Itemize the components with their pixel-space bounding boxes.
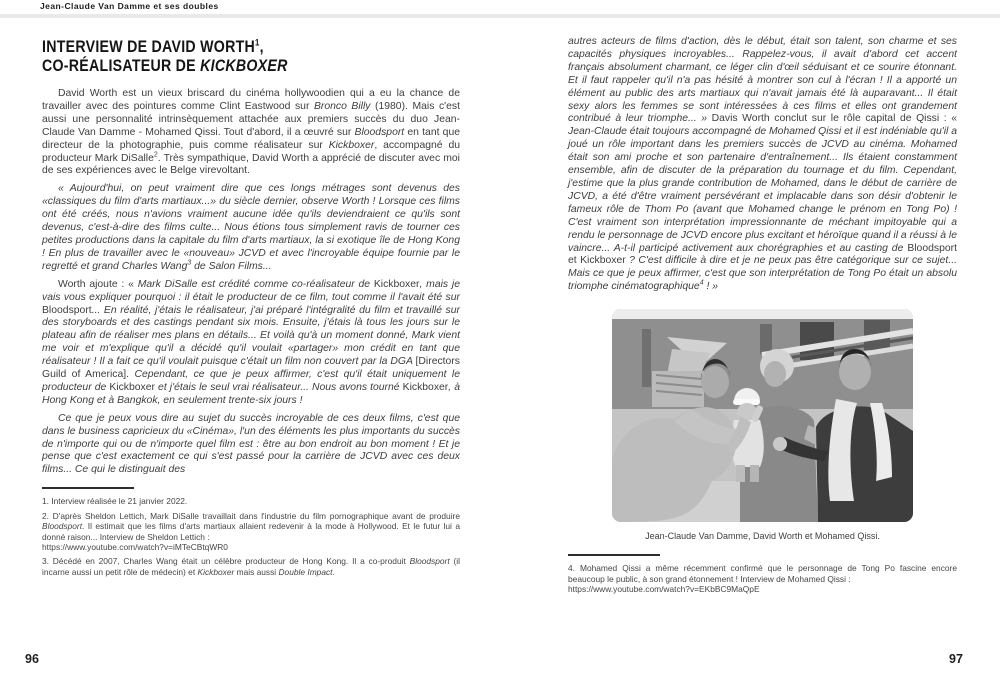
heading-line2: CO-RÉALISATEUR DE (42, 56, 201, 75)
paragraph: Worth ajoute : « Mark DiSalle est crédité comme co-réalisateur de Kickboxer, mais je vais vous expliquer pourquoi : il était le producteur de ce film, tout comme il l'avait été sur Bloodsport... En réalité, j'étais le réalisateur, j'ai préparé l'intégralité du film et travaillé sur des storyboards et des castings pendant six mois. Ensuite, j'étais là tous les jours sur le plateau afin de réaliser mes plans en détails... Et voilà qu'à un moment donné, Mark vient me voir et m'explique qu'il a décidé qu'il voulait «partager» mon crédit en tant que réalisateur ! Il a fait ce qu'il voulait puisque c'était un film non couvert par la DGA [Directors Guild of America]. Cependant, ce que je peux affirmer, c'est qu'il était uniquement le producteur de Kickboxer et j'étais le seul vrai réalisateur... Nous avons tourné Kickboxer, à Hong Kong et à Bangkok, en seulement trente-six jours ! (42, 278, 460, 406)
footnote: 1. Interview réalisée le 21 janvier 2022. (42, 496, 188, 507)
paragraph: « Aujourd'hui, on peut vraiment dire que ces longs métrages sont devenus des «classiques du film d'arts martiaux...» du siècle dernier, observe Worth ! Lorsque ces films ont été créés, nous n'avions vraiment aucune idée qu'ils deviendraient ce qu'ils sont devenus, c'est-à-dire des films culte... Nous étions tous simplement ravis de tourner ces petites productions dans la capitale du film d'arts martiaux, la si exotique île de Hong Kong ! En plus de travailler avec le «nouveau» JCVD et avec l'incroyable équipe fournie par le regretté et grand Charles Wang$^3$ de Salon Films... (42, 183, 460, 272)
footnote-divider (568, 554, 660, 556)
header-divider (0, 14, 1000, 18)
article-heading: INTERVIEW DE DAVID WORTH$^1$, CO-RÉALISATEUR DE KICKBOXER (42, 37, 288, 75)
paragraph: Ce que je peux vous dire au sujet du succès incroyable de ces deux films, c'est que dans le business capricieux du «Cinéma», l'un des éléments les plus importants du succès de n'importe qui ou de n'importe quel film est : être au bon endroit au bon moment ! Et je pense que c'est exactement ce qui s'est passé pour la carrière de JCVD avec ces deux films... Ce qui le distinguait des (42, 412, 460, 476)
footnote: 4. Mohamed Qissi a même récemment confirmé que le personnage de Tong Po fascine encore beaucoup le public, à son grand étonnement ! Interview de Mohamed Qissi : https://www.youtube.com/watch?v=EKbBC9MaQpE (568, 563, 957, 594)
paragraph: autres acteurs de films d'action, dès le début, était son talent, son charme et ses capacités physiques incroyables... Rappelez-vous, il avait d'abord cet accent français absolument charmant, ce léger clin d'œil séduisant et ce sourire étonnant. Et il faut rappeler qu'il n'a pas hésité à montrer son cul à l'écran ! Il a apporté un élément au public des arts martiaux qui n'avait jamais été là auparavant... Il était sexy alors les femmes se sont intéressées à ces films et elles ont grandement contribué à leur triomphe... » Davis Worth conclut sur le rôle capital de Qissi : « Jean-Claude était toujours accompagné de Mohamed Qissi et il est indéniable qu'il a joué un rôle important dans les premiers succès de JCVD au cinéma. Mohamed était son ami proche et son partenaire d'entraînement... Ils étaient constamment ensemble, afin de discuter de la préparation du tournage et du film. Cependant, j'estime que la plus grande contribution de Mohamed, dans le début de carrière de JCVD, a été d'être vraiment persévérant et implacable dans son désir d'obtenir le fameux rôle de Thom Po (avant que Mohamed change le prénom en Tong Po) ! C'est vraiment son interprétation impressionnante de méchant impitoyable qui a rendu le personnage de JCVD encore plus excitant et héroïque quand il a réussi à le vaincre... A-t-il participé activement aux chorégraphies et au casting de Bloodsport et Kickboxer ? C'est difficile à dire et je ne peux pas être catégorique sur ce sujet... Mais ce que je peux affirmer, c'est que son interprétation de Tong Po était un absolu triomphe cinématographique$^4$ ! » (568, 36, 957, 293)
heading-footnote-ref: 1 (255, 37, 260, 48)
left-page-body (42, 88, 460, 477)
paragraph: David Worth est un vieux briscard du cinéma hollywoodien qui a eu la chance de travailler avec des pointures comme Clint Eastwood sur Bronco Billy (1980). Mais c'est aussi une personnalité intrinsèquement attachée aux premiers succès du duo Jean-Claude Van Damme - Mohamed Qissi. Tout d'abord, il a œuvré sur Bloodsport en tant que directeur de la photographie, puis comme réalisateur sur Kickboxer, accompagné du producteur Mark DiSalle$^2$. Très sympathique, David Worth a apprécié de discuter avec moi de ses expériences avec le Belge virevoltant. (42, 88, 461, 177)
right-page (568, 36, 957, 598)
page-number-left: 96 (25, 652, 39, 666)
heading-line1: INTERVIEW DE DAVID WORTH (42, 38, 256, 56)
right-page-footnotes (568, 563, 957, 594)
page-number-right: 97 (949, 652, 963, 666)
photo-caption: Jean-Claude Van Damme, David Worth et Mohamed Qissi. (645, 531, 880, 542)
left-page-footnotes (42, 496, 460, 577)
heading-film-title: KICKBOXER (200, 56, 288, 75)
left-page (42, 36, 460, 581)
photo-illustration (612, 309, 913, 522)
footnote: 3. Décédé en 2007, Charles Wang était un célèbre producteur de Hong Kong. Il a co-produit Bloodsport (il incarne aussi un petit rôle de médecin) et Kickboxer mais aussi Double Impact. (42, 556, 461, 577)
photo-jcvd-worth-qissi (612, 309, 913, 522)
running-header: Jean-Claude Van Damme et ses doubles (40, 1, 219, 11)
footnote-divider (42, 487, 134, 489)
photo-figure (612, 309, 913, 541)
footnote: 2. D'après Sheldon Lettich, Mark DiSalle travaillait dans l'industrie du film pornographique avant de produire Bloodsport. Il estimait que les films d'arts martiaux allaient redevenir à la mode à Hollywood. Et le futur lui a donné raison... Interview de Sheldon Lettich : https://www.youtube.com/watch?v=iMTeCBtqWR0 (42, 510, 460, 552)
right-page-body (568, 36, 957, 294)
